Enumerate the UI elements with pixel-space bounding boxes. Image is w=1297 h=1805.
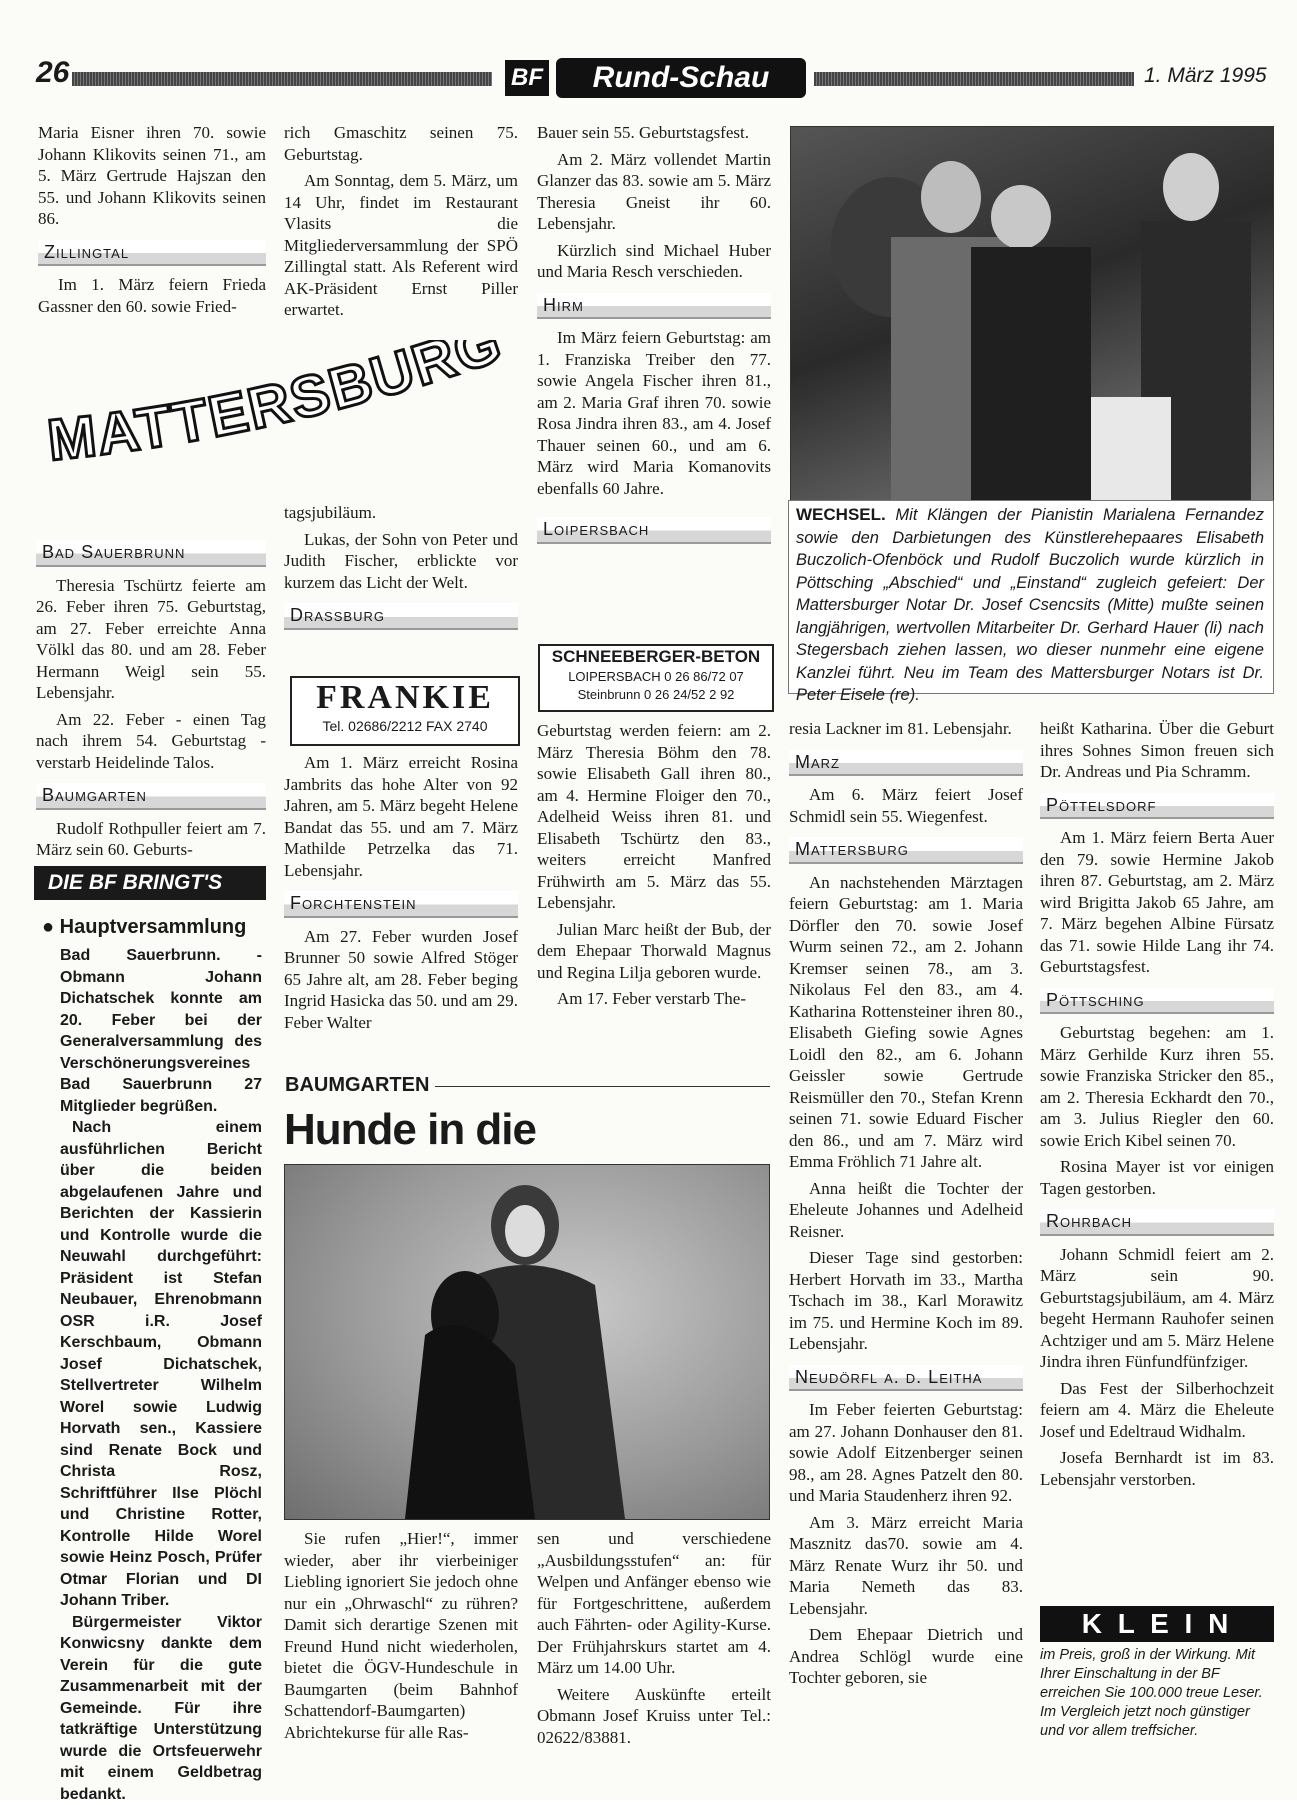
col3-top (537, 122, 771, 552)
issue-date: 1. März 1995 (1144, 64, 1267, 88)
article-text: Anna heißt die Tochter der Eheleute Johannes und Adelheid Reisner. (789, 1178, 1023, 1243)
bf-logo: BF (505, 60, 549, 96)
article-kicker (285, 1074, 770, 1096)
article-col2 (537, 1528, 771, 1753)
bringts-paragraph: Nach einem ausführlichen Bericht über die beiden abgelaufenen Jahre und Berichten der Kassierin und Kontrolle wurde die Neuwahl durchgeführt: Präsident ist Stefan Neubauer, Ehrenobmann OSR i.R. Josef Kerschbaum, Obmann Josef Dichatschek, Stellvertreter Wilhelm Worel sowie Ludwig Horvath sen., Kassiere sind Renate Bock und Christa Rosz, Schriftführer Ilse Plöchl und Christine Rotter, Kontrolle Hilde Worel sowie Heinz Posch, Prüfer Otmar Florian und DI Johann Triber. (60, 1117, 262, 1612)
ad-schneeberger (538, 644, 774, 712)
col3-mid (537, 720, 771, 1015)
section-head-poettelsdorf: Pöttelsdorf (1040, 793, 1274, 820)
ad-frankie-name: FRANKIE (292, 678, 518, 718)
article-text: Sie rufen „Hier!“, immer wieder, aber ihr vierbeiniger Liebling ignoriert Sie jedoch ohne nur ein „Ohrwaschl“ zu rühren? Damit sich derartige Szenen mit Freund Hund nicht wiederholen, bietet die ÖGV-Hundeschule in Baumgarten (beim Bahnhof Schattendorf-Baumgarten) Abrichtekurse für alle Ras- (284, 1528, 518, 1743)
banner-text: MATTERSBURG (44, 340, 510, 473)
col1-top (38, 122, 266, 322)
klein-ad-text: im Preis, groß in der Wirkung. Mit Ihrer Einschaltung in der BF erreichen Sie 100.000 treue Leser. Im Vergleich jetzt noch günstiger und vor allem treffsicher. (1040, 1646, 1274, 1741)
ad-frankie-tel: Tel. 02686/2212 FAX 2740 (292, 718, 518, 734)
bf-bringts-box (34, 866, 266, 1736)
article-text: Am 17. Feber verstarb The- (537, 988, 771, 1010)
section-head-hirm: Hirm (537, 293, 771, 320)
article-text: Johann Schmidl feiert am 2. März sein 90. Geburtstagsjubiläum, am 4. März begeht Hermann Rauhofer seinen Achtziger und am 5. März Helene Jindra ihren Fünfundfünfziger. (1040, 1244, 1274, 1373)
article-text: Am Sonntag, dem 5. März, um 14 Uhr, findet im Restaurant Vlasits die Mitgliederversammlung der SPÖ Zillingtal statt. Als Referent wird AK-Präsident Ernst Piller erwartet. (284, 170, 518, 321)
article-text: An nachstehenden Märztagen feiern Geburtstag: am 1. Maria Dörfler den 70. sowie Josef Wurm seinen 72., am 2. Johann Kremser seinen 78., am 3. Nikolaus Fel den 83., am 4. Katharina Rottensteiner ihren 80., Elisabeth Giefing sowie Agnes Loidl den 82., am 6. Johann Geissler sowie Gertrude Reismüller den 70., Stefan Krenn seinen 71. sowie Eduard Fischer den 86., und am 7. März wird Emma Fröhlich 71 Jahre alt. (789, 872, 1023, 1173)
article-text: heißt Katharina. Über die Geburt ihres Sohnes Simon freuen sich Dr. Andreas und Pia Schramm. (1040, 718, 1274, 783)
article-text: Am 3. März erreicht Maria Masznitz das70. sowie am 4. März Renate Wurz ihr 50. und Maria Nemeth das 83. Lebensjahr. (789, 1512, 1023, 1620)
article-text: resia Lackner im 81. Lebensjahr. (789, 718, 1023, 740)
col2-mid (284, 502, 518, 638)
bullet-icon: ● (42, 916, 54, 938)
caption-text: Mit Klängen der Pianistin Marialena Fernandez sowie den Darbietungen des Künstlerehepaares Elisabeth Buczolich-Ofenböck und Rudolf Buczolich wurde kürzlich in Pöttsching „Abschied“ und „Einstand“ zugleich gefeiert: Der Mattersburger Notar Dr. Josef Csencsits (Mitte) mußte seinen langjährigen, wertvollen Mitarbeiter Dr. Gerhard Hauer (li) nach Stegersbach ziehen lassen, wo dieser nunmehr eine eigene Kanzlei führt. Neu im Team des Mattersburger Notars ist Dr. Peter Eisele (re). (796, 506, 1264, 704)
photo-dog (284, 1164, 770, 1520)
article-text: Kürzlich sind Michael Huber und Maria Resch verschieden. (537, 240, 771, 283)
section-head-bad-sauerbrunn: Bad Sauerbrunn (36, 540, 266, 567)
bringts-subhead (42, 916, 266, 939)
article-text: Am 27. Feber wurden Josef Brunner 50 sowie Alfred Stöger 65 Jahre alt, am 28. Feber beging Ingrid Hasicka das 50. und am 29. Feber Walter (284, 926, 518, 1034)
bringts-subhead-text: Hauptversammlung (60, 916, 247, 938)
bringts-title: DIE BF BRINGT'S (34, 866, 266, 900)
section-head-loipersbach: Loipersbach (537, 517, 771, 544)
ad-schneeberger-line1: LOIPERSBACH 0 26 86/72 07 (540, 668, 772, 686)
article-text: Am 1. März feiern Berta Auer den 79. sowie Hermine Jakob ihren 87. Geburtstag, am 2. März wird Brigitta Jakob 65 Jahre, am 7. März begehen Albine Fürsatz das 71. sowie Hilde Lang ihr 74. Geburtstagsfest. (1040, 827, 1274, 978)
photo-dog-figures (285, 1165, 769, 1519)
bringts-paragraph: Bad Sauerbrunn. - Obmann Johann Dichatschek konnte am 20. Feber bei der Generalversammlung des Verschönerungsvereines Bad Sauerbrunn 27 Mitglieder begrüßen. (60, 945, 262, 1117)
section-head-poettsching: Pöttsching (1040, 988, 1274, 1015)
col2-top (284, 122, 518, 326)
article-text: Bauer sein 55. Geburtstagsfest. (537, 122, 771, 144)
ad-frankie (290, 676, 520, 746)
svg-text:MATTERSBURG (44, 340, 510, 473)
rund-schau-logo: Rund-Schau (556, 58, 806, 98)
col4 (789, 718, 1023, 1694)
article-text: Dem Ehepaar Dietrich und Andrea Schlögl wurde eine Tochter geboren, sie (789, 1624, 1023, 1689)
article-text: rich Gmaschitz seinen 75. Geburtstag. (284, 122, 518, 165)
header-rule-left (72, 72, 492, 86)
article-text: Geburtstag werden feiern: am 2. März Theresia Böhm den 78. sowie Elisabeth Gall ihren 80., am 4. Hermine Floiger den 70., Adelheid Weiss ihren 81. und Elisabeth Tschürtz den 83., weiters erreicht Manfred Frühwirth am 5. März das 55. Lebensjahr. (537, 720, 771, 914)
caption-lead: WECHSEL. (796, 505, 886, 524)
photo-caption (796, 504, 1264, 707)
ad-schneeberger-line2: Steinbrunn 0 26 24/52 2 92 (540, 686, 772, 704)
col5 (1040, 718, 1274, 1495)
col1-mid (36, 530, 266, 866)
photo-handshake-figures (791, 127, 1273, 501)
article-text: Am 22. Feber - einen Tag nach ihrem 54. Geburtstag - verstarb Heidelinde Talos. (36, 709, 266, 774)
mattersburg-banner (40, 340, 510, 510)
article-text: Das Fest der Silberhochzeit feiern am 4. März die Eheleute Josef und Edeltraud Widhalm. (1040, 1378, 1274, 1443)
article-text: Theresia Tschürtz feierte am 26. Feber ihren 75. Geburtstag, am 27. Feber erreichte Anna Völkl das 80. und am 28. Feber Hermann Weigl sein 55. Lebensjahr. (36, 575, 266, 704)
photo-handshake (790, 126, 1274, 502)
section-head-zillingtal: Zillingtal (38, 240, 266, 267)
article-text: Maria Eisner ihren 70. sowie Johann Klikovits seinen 71., am 5. März Gertrude Hajszan den 55. und Johann Klikovits seinen 86. (38, 122, 266, 230)
article-text: sen und verschiedene „Ausbildungsstufen“ an: für Welpen und Anfänger ebenso wie für Fortgeschrittene, außerdem auch Fährten- oder Agility-Kurse. Der Frühjahrskurs startet am 4. März um 14.00 Uhr. (537, 1528, 771, 1679)
article-text: Geburtstag begehen: am 1. März Gerhilde Kurz ihren 55. sowie Franziska Stricker den 85., am 2. Theresia Eckhardt den 70., am 3. Julius Riegler den 60. sowie Erich Kibel seinen 70. (1040, 1022, 1274, 1151)
article-col1 (284, 1528, 518, 1748)
mattersburg-banner-graphic (40, 340, 510, 510)
section-head-forchtenstein: Forchtenstein (284, 891, 518, 918)
section-head-baumgarten: Baumgarten (36, 783, 266, 810)
bringts-body (34, 945, 266, 1805)
article-text: Im 1. März feiern Frieda Gassner den 60. sowie Fried- (38, 274, 266, 317)
bringts-paragraph: Bürgermeister Viktor Konwicsny dankte dem Verein für die gute Zusammenarbeit mit der Gemeinde. Für ihre tatkräftige Unterstützung wurde die Ortsfeuerwehr mit einem Geldbetrag bedankt. (60, 1612, 262, 1805)
col2-mid-b (284, 752, 518, 1038)
section-head-marz: Marz (789, 750, 1023, 777)
article-text: Im Feber feierten Geburtstag: am 27. Johann Donhauser den 81. sowie Adolf Eitzenberger seinen 98., am 28. Agnes Patzelt den 80. und Maria Staudenherz ihren 92. (789, 1399, 1023, 1507)
article-text: Rudolf Rothpuller feiert am 7. März sein 60. Geburts- (36, 818, 266, 861)
article-text: tagsjubiläum. (284, 502, 518, 524)
section-head-drassburg: Drassburg (284, 603, 518, 630)
section-head-mattersburg: Mattersburg (789, 837, 1023, 864)
article-text: Am 1. März erreicht Rosina Jambrits das hohe Alter von 92 Jahren, am 5. März begeht Helene Bandat das 55. und am 7. März Mathilde Petrzelka das 71. Lebensjahr. (284, 752, 518, 881)
article-text: Lukas, der Sohn von Peter und Judith Fischer, erblickte vor kurzem das Licht der Welt. (284, 529, 518, 594)
klein-ad-title: K L E I N (1040, 1606, 1274, 1642)
article-text: Im März feiern Geburtstag: am 1. Franziska Treiber den 77. sowie Angela Fischer ihren 81., am 2. Maria Graf ihren 70. sowie Rosa Jindra ihren 83., am 4. Josef Thauer seinen 60., und am 6. März wird Maria Komanovits ebenfalls 60 Jahre. (537, 327, 771, 499)
kicker-text: BAUMGARTEN (285, 1074, 435, 1096)
article-text: Julian Marc heißt der Bub, der dem Ehepaar Thorwald Magnus und Regina Lilja geboren wurde. (537, 919, 771, 984)
section-head-neudoerfl: Neudörfl a. d. Leitha (789, 1365, 1023, 1392)
article-text: Am 6. März feiert Josef Schmidl sein 55. Wiegenfest. (789, 784, 1023, 827)
ad-schneeberger-name: SCHNEEBERGER-BETON (540, 646, 772, 668)
article-text: Dieser Tage sind gestorben: Herbert Horvath im 33., Martha Tschach im 38., Karl Morawitz im 75. und Hermine Koch im 89. Lebensjahr. (789, 1247, 1023, 1355)
article-text: Rosina Mayer ist vor einigen Tagen gestorben. (1040, 1156, 1274, 1199)
page-number: 26 (36, 56, 69, 90)
section-head-rohrbach: Rohrbach (1040, 1209, 1274, 1236)
article-text: Josefa Bernhardt ist im 83. Lebensjahr verstorben. (1040, 1447, 1274, 1490)
article-headline: Hunde in die (284, 1104, 774, 1208)
article-text: Am 2. März vollendet Martin Glanzer das 83. sowie am 5. März Theresia Gneist ihr 60. Lebensjahr. (537, 149, 771, 235)
header-rule-right (814, 72, 1134, 86)
article-text: Weitere Auskünfte erteilt Obmann Josef Kruiss unter Tel.: 02622/83881. (537, 1684, 771, 1749)
